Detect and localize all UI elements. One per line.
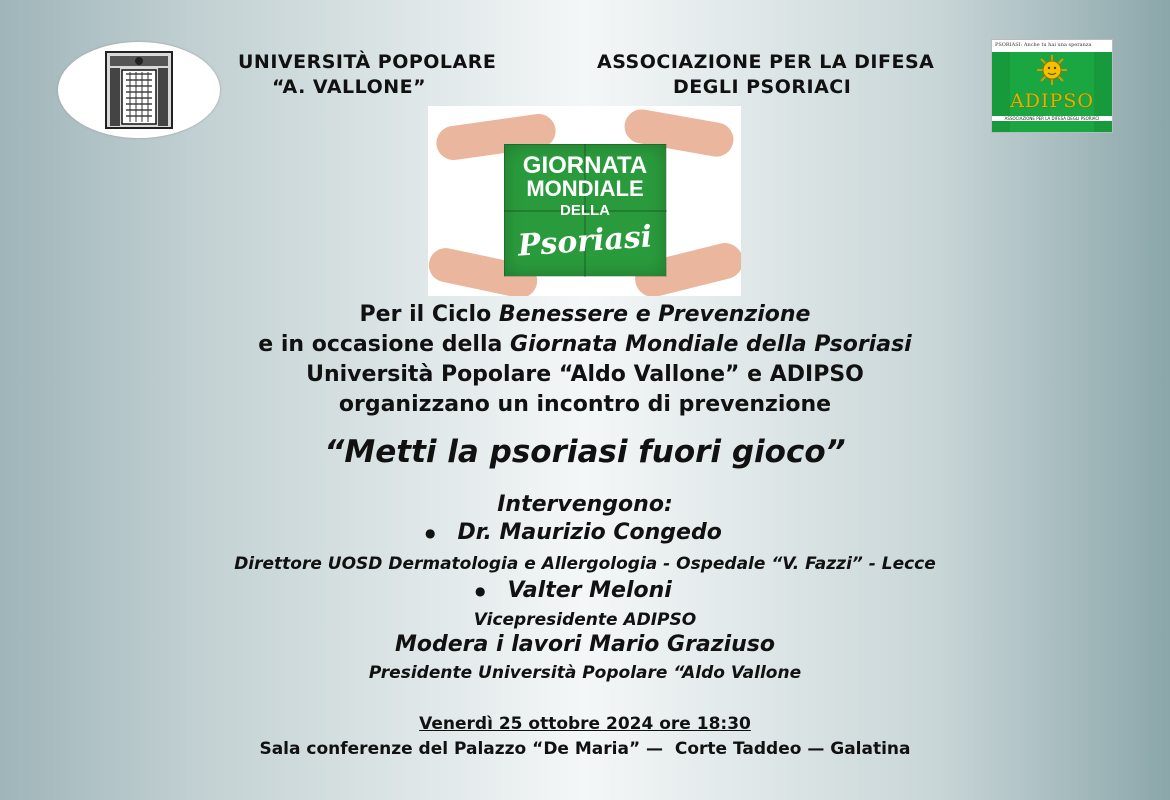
event-date: Venerdì 25 ottobre 2024 ore 18:30 bbox=[419, 714, 751, 734]
speaker-1-role: Direttore UOSD Dermatologia e Allergologia - Ospedale “V. Fazzi” - Lecce bbox=[234, 554, 936, 574]
intro-line-4: organizzano un incontro di prevenzione bbox=[338, 392, 832, 417]
intro-line-1-a: Per il Ciclo bbox=[359, 302, 499, 327]
speakers-heading: Intervengono: bbox=[497, 492, 673, 517]
association-name-line1: ASSOCIAZIONE PER LA DIFESA bbox=[597, 51, 935, 73]
speaker-1-name: Dr. Maurizio Congedo bbox=[457, 520, 722, 545]
intro-line-2-a: e in occasione della bbox=[258, 332, 511, 357]
adipso-wordmark: ADIPSO bbox=[1010, 90, 1094, 112]
intro-line-1-b: Benessere e Prevenzione bbox=[498, 302, 811, 327]
event-place: Sala conferenze del Palazzo “De Maria” — Corte Taddeo — Galatina bbox=[259, 739, 911, 759]
intro-line-2 bbox=[0, 330, 1170, 360]
speaker-2-role: Vicepresidente ADIPSO bbox=[473, 610, 697, 630]
event-title: “Metti la psoriasi fuori gioco” bbox=[324, 434, 846, 470]
speaker-2-name: Valter Meloni bbox=[507, 578, 672, 603]
speaker-1 bbox=[425, 518, 722, 548]
moderator: Modera i lavori Mario Graziuso bbox=[395, 632, 775, 657]
intro-line-1 bbox=[0, 300, 1170, 330]
graphic-line-psoriasi: Psoriasi bbox=[516, 219, 654, 264]
university-name-line1: UNIVERSITÀ POPOLARE bbox=[238, 51, 497, 73]
speaker-2 bbox=[475, 576, 672, 606]
intro-line-3: Università Popolare “Aldo Vallone” e ADIPSO bbox=[306, 362, 864, 387]
graphic-line-della: DELLA bbox=[560, 202, 610, 219]
adipso-tagline: ASSOCIAZIONE PER LA DIFESA DEGLI PSORIACI bbox=[992, 116, 1112, 121]
graphic-line-giornata: GIORNATA bbox=[522, 152, 648, 179]
moderator-role: Presidente Università Popolare “Aldo Vallone bbox=[368, 663, 802, 683]
graphic-line-mondiale: MONDIALE bbox=[526, 176, 644, 201]
sun-icon bbox=[1036, 54, 1068, 86]
adipso-top-text: PSORIASI: Anche tu hai una speranza bbox=[995, 42, 1092, 48]
bullet-icon: ● bbox=[425, 526, 436, 540]
bullet-icon: ● bbox=[475, 584, 486, 598]
university-emblem bbox=[58, 42, 220, 138]
association-name-line2: DEGLI PSORIACI bbox=[673, 76, 852, 98]
intro-line-2-b: Giornata Mondiale della Psoriasi bbox=[510, 332, 912, 357]
puzzle-board bbox=[504, 144, 666, 276]
university-name-line2: “A. VALLONE” bbox=[272, 76, 427, 98]
doorway-icon bbox=[104, 50, 174, 130]
adipso-logo bbox=[991, 39, 1113, 133]
world-psoriasis-day-graphic bbox=[428, 106, 741, 296]
